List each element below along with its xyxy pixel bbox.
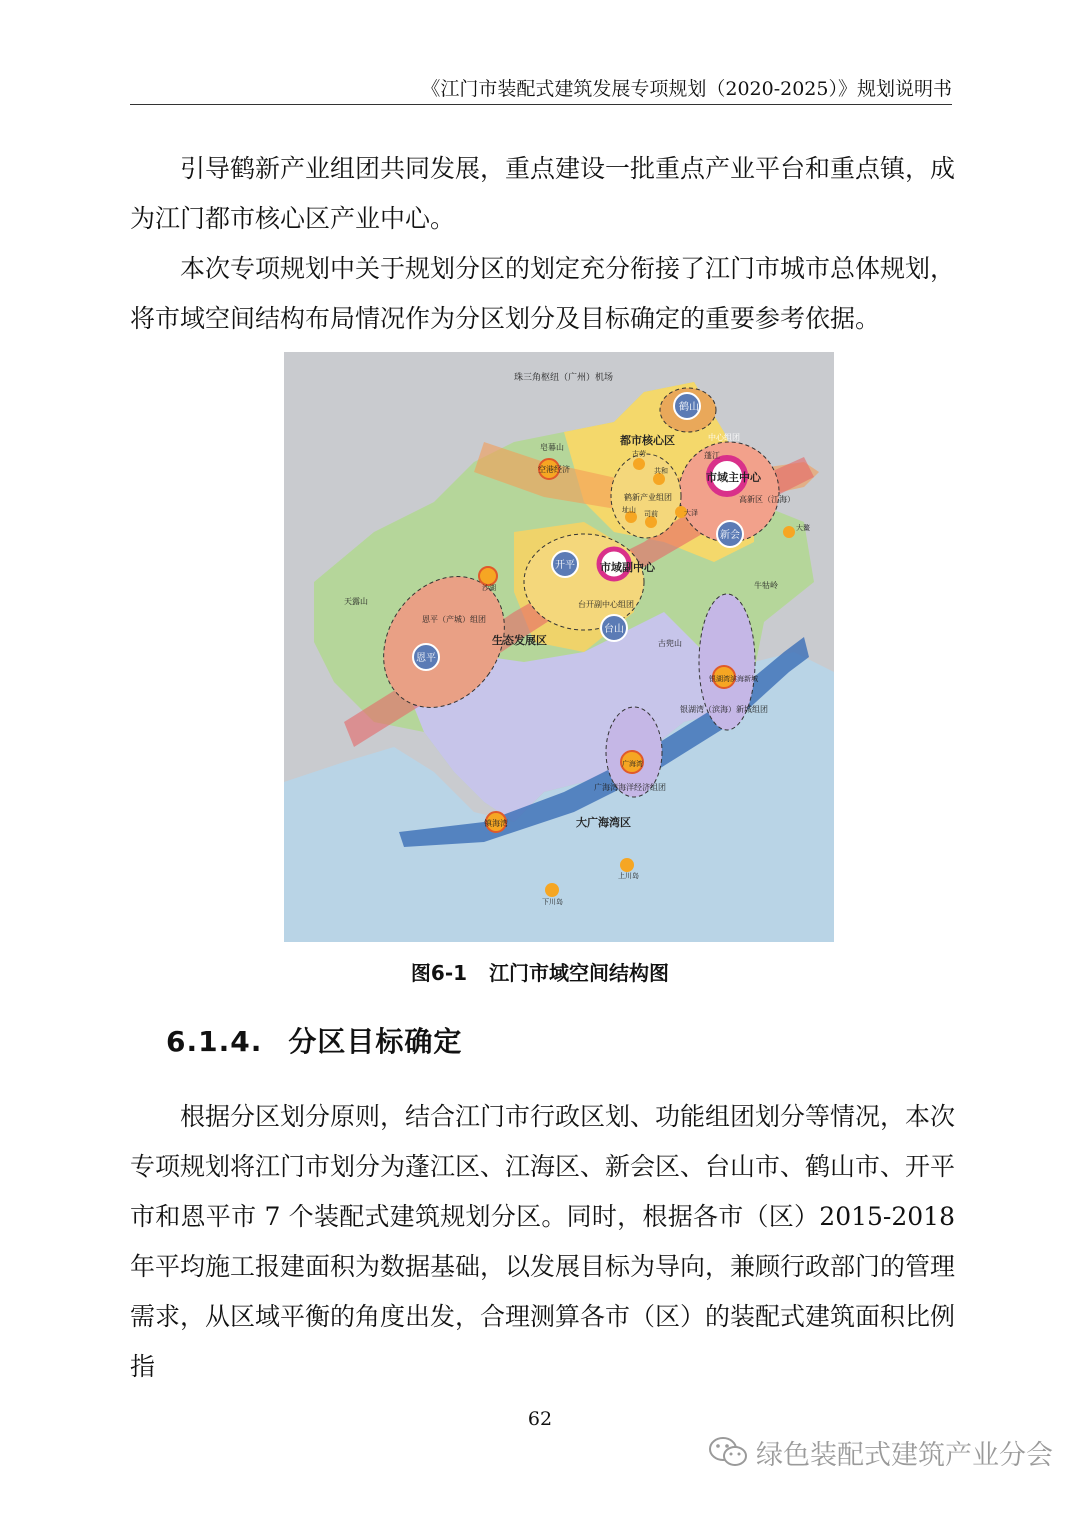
tianlushan-label: 天露山: [344, 597, 368, 606]
map-svg: [284, 352, 834, 942]
shangchuan-node: [620, 858, 634, 872]
spatial-structure-map: [284, 352, 834, 942]
watermark-text: 绿色装配式建筑产业分会: [756, 1439, 1053, 1471]
gulao-label: 古劳: [632, 450, 646, 458]
siqian-label: 司前: [644, 510, 658, 518]
page-number: 62: [527, 1408, 553, 1430]
eco-zone-label: 生态发展区: [492, 634, 547, 647]
heshan-label: 鹤山: [679, 402, 699, 413]
dayou-label: 大鳌: [796, 524, 810, 532]
shahu-node: [479, 567, 497, 585]
sub-center-label: 市域副中心: [600, 561, 655, 574]
xinhui-label: 新会: [720, 530, 740, 541]
header-title: 《江门市装配式建筑发展专项规划（2020-2025）》规划说明书: [421, 78, 952, 100]
zhenhai-label: 镇海湾: [484, 819, 508, 828]
shangchuan-label: 上川岛: [618, 872, 639, 880]
guanghai-group-label: 广海湾海洋经济组团: [594, 783, 666, 792]
section-number: 6.1.4.: [166, 1025, 263, 1058]
gulao-node: [633, 458, 645, 470]
core-zone-label: 都市核心区: [620, 434, 675, 447]
taikai-ellipse: [524, 534, 644, 630]
shahu-label: 沙湖: [482, 584, 496, 592]
taikai-group-label: 台开副中心组团: [578, 600, 634, 609]
gaoxin-label: 高新区（江海）: [739, 495, 795, 504]
guanghai-label: 广海湾: [622, 760, 643, 768]
section-heading: [166, 1020, 462, 1060]
enping-group-label: 恩平（产城）组团: [422, 615, 486, 624]
paragraph-1: 引导鹤新产业组团共同发展，重点建设一批重点产业平台和重点镇，成为江门都市核心区产业中心。: [130, 154, 956, 233]
kaiping-label: 开平: [555, 560, 575, 571]
yinhu-group-label: 银湖湾（滨海）新城组团: [680, 705, 768, 714]
figure-caption: [0, 957, 1080, 986]
taishan-label: 台山: [604, 624, 624, 635]
gonghe-label: 共和: [654, 467, 668, 475]
xinianshan-label: 皂幕山: [540, 443, 564, 452]
yinhu-label: 银湖湾滨海新城: [709, 675, 758, 683]
watermark: [708, 1428, 1053, 1476]
airport-label: 珠三角枢纽（广州）机场: [514, 373, 614, 383]
main-center-label: 市域主中心: [706, 471, 761, 484]
bay-zone-label: 大广海湾区: [576, 816, 631, 829]
xiachuan-node: [545, 883, 559, 897]
daze-label: 大泽: [684, 509, 698, 517]
center-group-label: 中心组团: [708, 433, 740, 442]
heshan-group-label: 鹤新产业组团: [624, 493, 672, 502]
paragraph-2: 本次专项规划中关于规划分区的划定充分衔接了江门市城市总体规划，将市域空间结构布局情况作为分区划分及目标确定的重要参考依据。: [130, 254, 956, 333]
paragraph-3: 根据分区划分原则，结合江门市行政区划、功能组团划分等情况，本次专项规划将江门市划分为蓬江区、江海区、新会区、台山市、鹤山市、开平市和恩平市 7 个装配式建筑规划分区。同时，根据各市（区）2015-2018 年平均施工报建面积为数据基础，以发展目标为导向，兼顾行政部门的管理需求，从区域平衡的角度出发，合理测算各市（区）的装配式建筑面积比例指: [130, 1102, 956, 1381]
niugu-label: 牛牯岭: [754, 581, 778, 590]
figure-number: 图6-1: [410, 961, 468, 985]
enping-label: 恩平: [416, 653, 436, 664]
dayou-node: [783, 526, 795, 538]
running-header: [130, 74, 952, 105]
wechat-icon: [708, 1435, 748, 1469]
figure-title: 江门市域空间结构图: [489, 961, 670, 985]
zhishan-label: 址山: [622, 506, 636, 514]
section-title: 分区目标确定: [288, 1025, 463, 1058]
airport-econ-label: 空港经济: [538, 465, 570, 474]
xiachuan-label: 下川岛: [542, 898, 563, 906]
pengjiang-label: 蓬江: [704, 451, 720, 460]
gudoushan-label: 古兜山: [658, 639, 682, 648]
